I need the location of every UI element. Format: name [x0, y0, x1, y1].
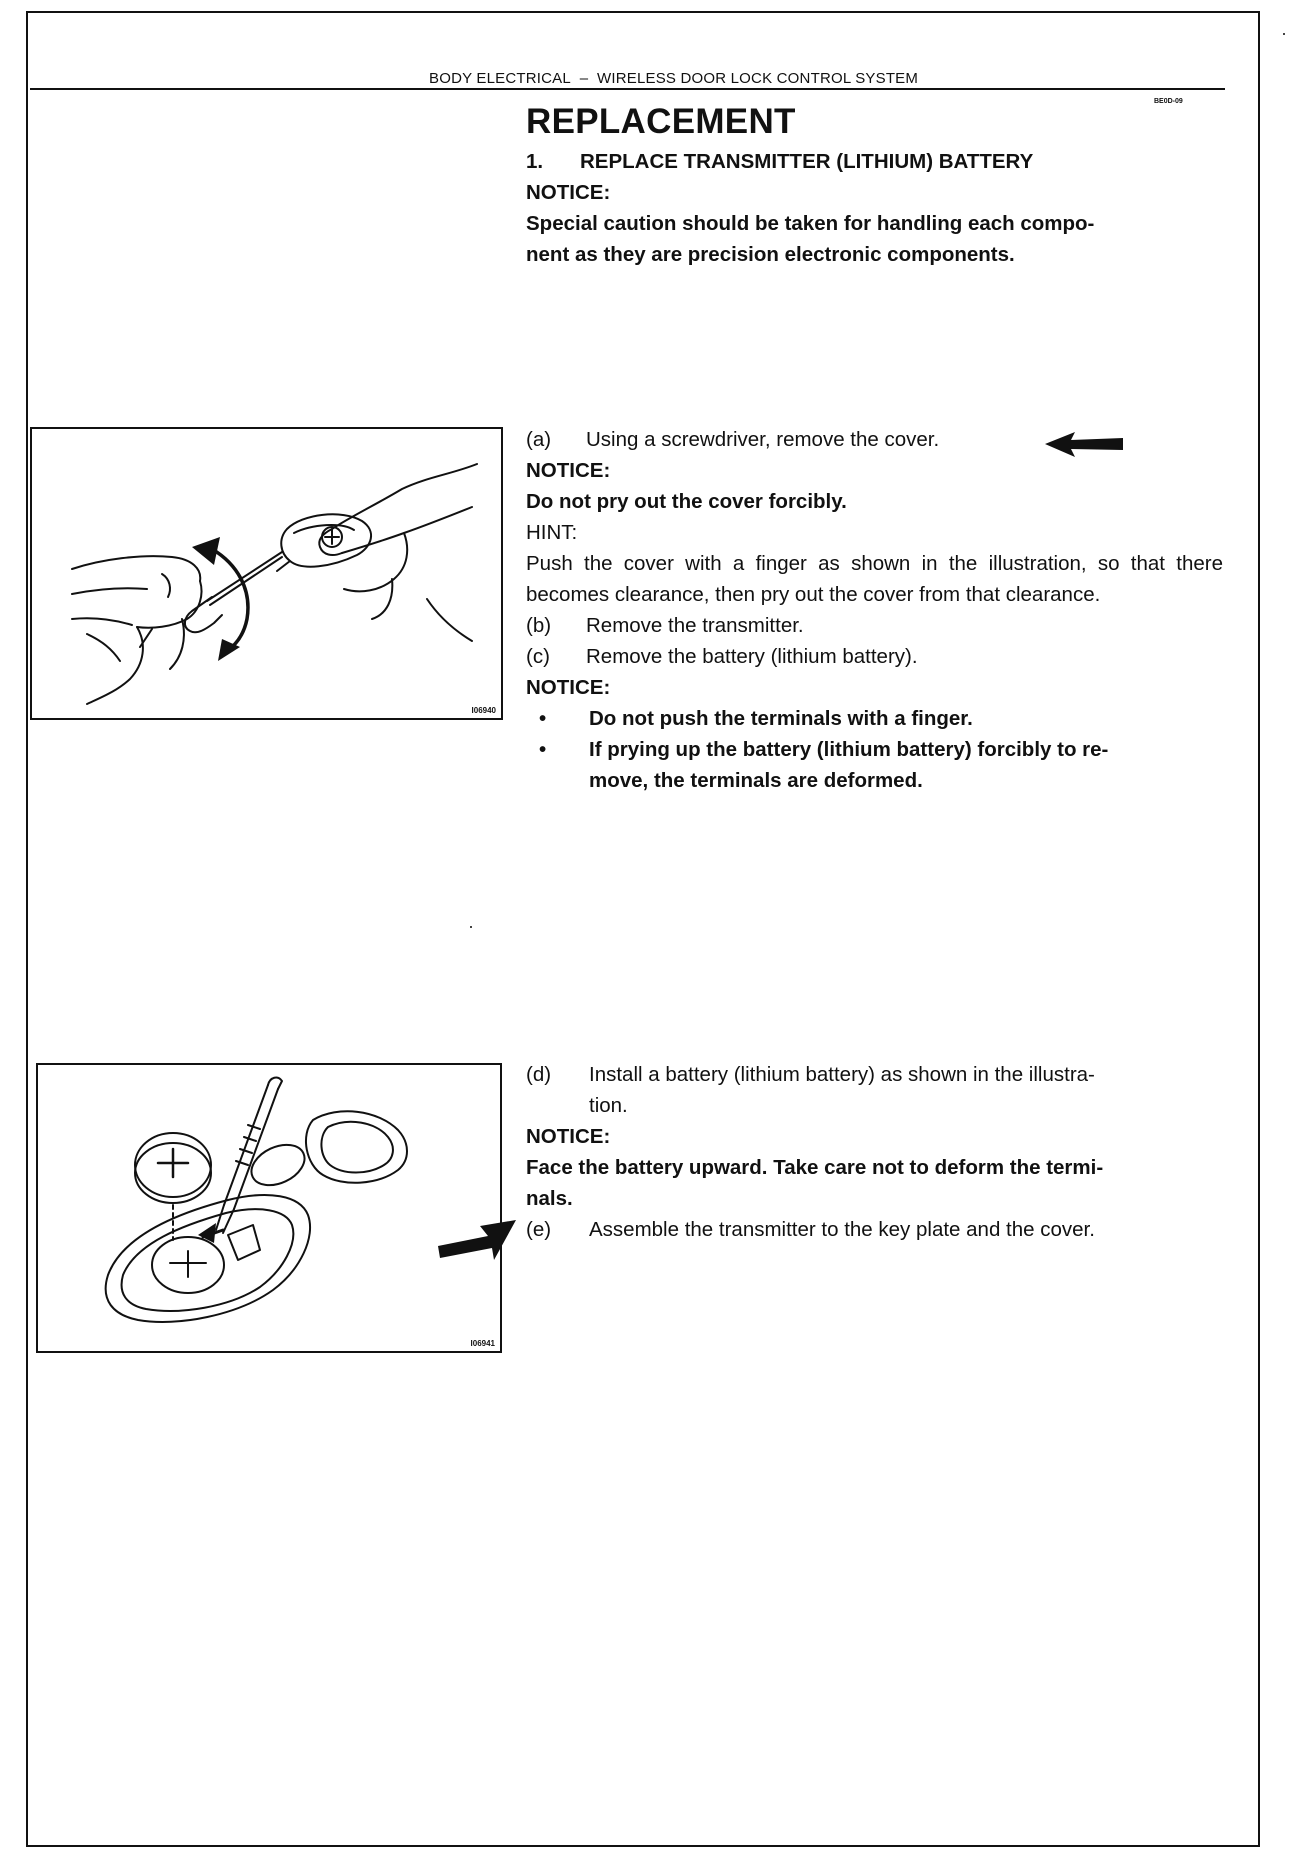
step-d-block [526, 1059, 1223, 1245]
scan-speck [470, 926, 472, 928]
step1-notice-label: NOTICE: [526, 181, 611, 204]
step-d-label: (d) [526, 1063, 552, 1086]
page-title: REPLACEMENT [526, 102, 796, 141]
step-c-label: (c) [526, 645, 550, 668]
step-d-line: Install a battery (lithium battery) as shown in the illustra- [589, 1063, 1095, 1086]
step-a-label: (a) [526, 428, 552, 451]
notice-line: nals. [526, 1187, 573, 1210]
running-header [30, 66, 1225, 90]
step1-notice-line: Special caution should be taken for handling each compo- [526, 212, 1095, 235]
figure-id: I06941 [470, 1339, 495, 1348]
step1-block [526, 146, 1223, 270]
bullet-item [526, 703, 1223, 734]
header-section: BODY ELECTRICAL [429, 70, 571, 87]
step-b-label: (b) [526, 614, 552, 637]
notice-label: NOTICE: [526, 676, 611, 699]
step-c-row [526, 641, 1223, 672]
bullet-text: Do not push the terminals with a finger. [589, 707, 973, 730]
header-separator: – [579, 70, 589, 87]
bullet-mark: • [539, 707, 547, 730]
step-d-row [526, 1059, 1223, 1121]
screwdriver-removing-cover-illustration [32, 429, 501, 718]
battery-installation-illustration [38, 1065, 500, 1351]
step-a-text: Using a screwdriver, remove the cover. [586, 428, 940, 451]
notice-label: NOTICE: [526, 1125, 611, 1148]
figure-id: I06940 [471, 706, 496, 715]
step-d-line: tion. [589, 1094, 628, 1117]
bullet-item [526, 734, 1223, 796]
header-text [429, 70, 918, 87]
figure-remove-cover [30, 427, 503, 720]
step1-notice-line: nent as they are precision electronic components. [526, 243, 1015, 266]
notice-text: Do not pry out the cover forcibly. [526, 490, 847, 513]
doc-code: BE0D-09 [1154, 98, 1183, 105]
step-e-text: Assemble the transmitter to the key plate and the cover. [589, 1218, 1095, 1241]
step-e-row [526, 1214, 1223, 1245]
step-b-text: Remove the transmitter. [586, 614, 804, 637]
step-c-text: Remove the battery (lithium battery). [586, 645, 918, 668]
notice-label: NOTICE: [526, 459, 611, 482]
step1-heading: REPLACE TRANSMITTER (LITHIUM) BATTERY [580, 150, 1034, 173]
figure-install-battery [36, 1063, 502, 1353]
bullet-line: If prying up the battery (lithium battery) forcibly to re- [589, 738, 1109, 761]
pointer-arrow-right-icon [438, 1218, 518, 1266]
header-system: WIRELESS DOOR LOCK CONTROL SYSTEM [596, 70, 919, 87]
page-border [26, 11, 1260, 1847]
pointer-arrow-left-icon [1045, 430, 1125, 460]
scan-speck [1283, 33, 1285, 35]
hint-label: HINT: [526, 521, 578, 544]
bullet-text [589, 734, 1108, 796]
bullet-line: move, the terminals are deformed. [589, 769, 923, 792]
step-d-text [589, 1059, 1095, 1121]
step-e-label: (e) [526, 1218, 552, 1241]
bullet-mark: • [539, 738, 547, 761]
step1-heading-row [526, 146, 1223, 177]
notice-line: Face the battery upward. Take care not to deform the termi- [526, 1156, 1104, 1179]
hint-text: Push the cover with a finger as shown in the illustration, so that there becomes clearance, then pry out the cover from that clearance. [526, 552, 1223, 606]
step1-number: 1. [526, 150, 544, 173]
step-b-row [526, 610, 1223, 641]
step-a-block [526, 424, 1223, 796]
